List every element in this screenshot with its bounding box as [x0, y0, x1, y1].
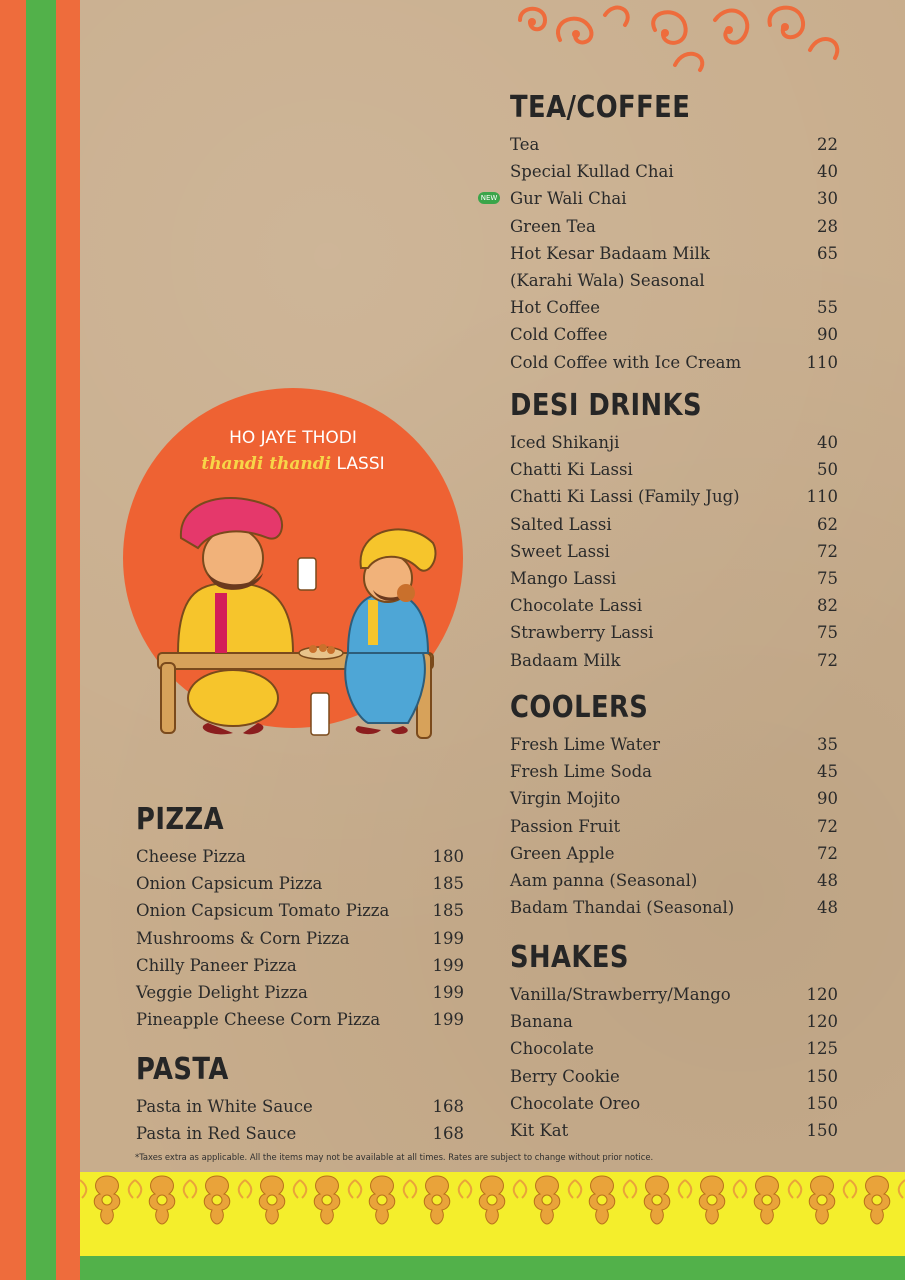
menu-item-name: Cold Coffee — [510, 325, 608, 345]
menu-item-price: 90 — [817, 789, 838, 809]
menu-item-price: 199 — [432, 955, 464, 975]
menu-item-name: Mushrooms & Corn Pizza — [136, 928, 350, 948]
menu-item — [510, 456, 838, 483]
section-pasta — [136, 1052, 464, 1147]
menu-item-price: 110 — [806, 487, 838, 507]
menu-item-price: 185 — [432, 901, 464, 921]
menu-item — [510, 840, 838, 867]
menu-item — [510, 1035, 838, 1062]
left-border-orange-stripe-inner — [56, 0, 80, 1280]
menu-item-price: 45 — [817, 762, 838, 782]
menu-item-price: 55 — [817, 298, 838, 318]
section-title: COOLERS — [510, 690, 649, 725]
characters-drinking-lassi-icon — [123, 388, 463, 748]
menu-item — [510, 213, 838, 240]
menu-item-price: 150 — [806, 1120, 838, 1140]
menu-item — [510, 1008, 838, 1035]
menu-item-price: 50 — [817, 460, 838, 480]
menu-item-price: 72 — [817, 816, 838, 836]
menu-item-name: Banana — [510, 1012, 573, 1032]
lassi-promo-illustration — [123, 388, 463, 748]
menu-item — [136, 925, 464, 952]
menu-item-name: Green Apple — [510, 843, 615, 863]
swirl-ornament-icon — [505, 0, 845, 80]
promo-line-2-rest: LASSI — [336, 454, 385, 474]
menu-item — [510, 592, 838, 619]
menu-item — [510, 894, 838, 921]
menu-item-name: Fresh Lime Soda — [510, 762, 652, 782]
menu-item-name: Chocolate — [510, 1039, 594, 1059]
menu-item — [510, 538, 838, 565]
menu-item-price: 180 — [432, 847, 464, 866]
menu-item-price: 120 — [806, 1012, 838, 1032]
promo-line-1: HO JAYE THODI — [229, 428, 357, 448]
menu-item — [136, 897, 464, 924]
menu-item-price: 40 — [817, 162, 838, 182]
section-pizza — [136, 802, 464, 1033]
menu-item-price: 199 — [432, 982, 464, 1002]
menu-item — [136, 843, 464, 870]
menu-item-name: Pasta in White Sauce — [136, 1097, 313, 1116]
section-title: PASTA — [136, 1052, 229, 1087]
section-shakes — [510, 940, 838, 1144]
section-title: DESI DRINKS — [510, 388, 702, 423]
menu-item-price: 48 — [817, 898, 838, 918]
section-title: SHAKES — [510, 940, 629, 975]
menu-item-price: 168 — [432, 1097, 464, 1116]
footer-ornament-border-icon — [80, 1172, 905, 1228]
menu-item-name: Chatti Ki Lassi (Family Jug) — [510, 487, 740, 507]
section-desi-drinks — [510, 388, 838, 674]
menu-item-name: Aam panna (Seasonal) — [510, 870, 698, 890]
menu-item — [136, 1120, 464, 1147]
section-title: TEA/COFFEE — [510, 90, 691, 125]
section-title: PIZZA — [136, 802, 225, 837]
menu-item-price: 62 — [817, 514, 838, 534]
menu-item — [510, 1063, 838, 1090]
menu-item — [510, 483, 838, 510]
footer-green-band — [80, 1256, 905, 1280]
menu-item-name: Chocolate Lassi — [510, 596, 643, 616]
menu-item-price: 120 — [806, 985, 838, 1004]
menu-item — [510, 758, 838, 785]
menu-item-price: 65 — [817, 243, 838, 263]
menu-item — [136, 979, 464, 1006]
menu-item-name: Berry Cookie — [510, 1066, 620, 1086]
menu-item — [510, 1117, 838, 1144]
menu-item — [510, 158, 838, 185]
menu-item — [510, 647, 838, 674]
menu-item-name: Fresh Lime Water — [510, 735, 660, 754]
menu-item — [510, 785, 838, 812]
menu-item — [510, 981, 838, 1008]
menu-item-name: Badam Thandai (Seasonal) — [510, 898, 735, 918]
menu-item-price: 22 — [817, 135, 838, 154]
menu-item — [136, 1006, 464, 1033]
menu-item-name: Chocolate Oreo — [510, 1093, 641, 1113]
menu-item-name: Chatti Ki Lassi — [510, 460, 633, 480]
menu-item — [136, 870, 464, 897]
menu-item-name: Vanilla/Strawberry/Mango — [510, 985, 731, 1004]
menu-item-name: Iced Shikanji — [510, 433, 620, 452]
menu-item-price: 90 — [817, 325, 838, 345]
menu-item — [510, 294, 838, 321]
menu-item-name: Hot Kesar Badaam Milk — [510, 243, 710, 263]
menu-item-price: 72 — [817, 843, 838, 863]
menu-item — [510, 267, 838, 294]
menu-item-price: 40 — [817, 433, 838, 452]
menu-item-price: 30 — [817, 189, 838, 209]
menu-item-price: 82 — [817, 596, 838, 616]
menu-item-name: Cheese Pizza — [136, 847, 246, 866]
menu-item-name: Salted Lassi — [510, 514, 612, 534]
menu-item-name: Pineapple Cheese Corn Pizza — [136, 1010, 381, 1030]
menu-item — [510, 511, 838, 538]
menu-item-price: 72 — [817, 541, 838, 561]
menu-item-price: 185 — [432, 874, 464, 894]
section-tea-coffee — [480, 90, 838, 376]
menu-item-price: 150 — [806, 1093, 838, 1113]
menu-item-price: 75 — [817, 568, 838, 588]
menu-item — [510, 131, 838, 158]
menu-item-name: Hot Coffee — [510, 298, 601, 318]
menu-item — [510, 429, 838, 456]
new-badge: NEW — [478, 192, 500, 204]
menu-item — [510, 867, 838, 894]
menu-item-name: Mango Lassi — [510, 568, 617, 588]
menu-item-name: Tea — [510, 135, 540, 154]
left-border-green-stripe — [26, 0, 56, 1280]
menu-item-name: Virgin Mojito — [510, 789, 621, 809]
section-coolers — [510, 690, 838, 921]
menu-item — [510, 565, 838, 592]
menu-item-name: Badaam Milk — [510, 650, 621, 670]
menu-item-name: Kit Kat — [510, 1120, 569, 1140]
menu-item — [510, 731, 838, 758]
menu-item-name: Veggie Delight Pizza — [136, 982, 308, 1002]
left-border-orange-stripe — [0, 0, 26, 1280]
footnote: *Taxes extra as applicable. All the items may not be available at all times. Rates are subject to change without prior notice. — [135, 1152, 654, 1162]
menu-item-name: Gur Wali Chai — [510, 189, 627, 209]
menu-item-name: (Karahi Wala) Seasonal — [510, 270, 705, 290]
menu-item-price: 168 — [432, 1124, 464, 1144]
menu-item-price: 150 — [806, 1066, 838, 1086]
menu-item — [136, 1093, 464, 1120]
menu-item-price: 110 — [806, 352, 838, 372]
menu-item — [510, 813, 838, 840]
menu-item — [480, 185, 838, 212]
menu-item — [510, 321, 838, 348]
menu-item — [510, 349, 838, 376]
menu-item-name: Onion Capsicum Pizza — [136, 874, 323, 894]
menu-item-price: 125 — [806, 1039, 838, 1059]
menu-item — [136, 952, 464, 979]
menu-item-name: Green Tea — [510, 216, 596, 236]
menu-item-name: Cold Coffee with Ice Cream — [510, 352, 742, 372]
menu-item-price: 48 — [817, 870, 838, 890]
menu-item-price: 35 — [817, 735, 838, 754]
menu-item-name: Chilly Paneer Pizza — [136, 955, 297, 975]
menu-item-price: 75 — [817, 623, 838, 643]
menu-item-price: 199 — [432, 1010, 464, 1030]
promo-highlight: thandi thandi — [201, 454, 332, 474]
menu-item-price: 199 — [432, 928, 464, 948]
menu-item-price: 72 — [817, 650, 838, 670]
menu-item-name: Sweet Lassi — [510, 541, 610, 561]
menu-item — [510, 240, 838, 267]
menu-item-name: Onion Capsicum Tomato Pizza — [136, 901, 390, 921]
menu-item — [510, 1090, 838, 1117]
menu-item — [510, 619, 838, 646]
menu-item-name: Passion Fruit — [510, 816, 621, 836]
menu-item-price: 28 — [817, 216, 838, 236]
menu-item-name: Pasta in Red Sauce — [136, 1124, 297, 1144]
menu-item-name: Strawberry Lassi — [510, 623, 654, 643]
menu-item-name: Special Kullad Chai — [510, 162, 674, 182]
